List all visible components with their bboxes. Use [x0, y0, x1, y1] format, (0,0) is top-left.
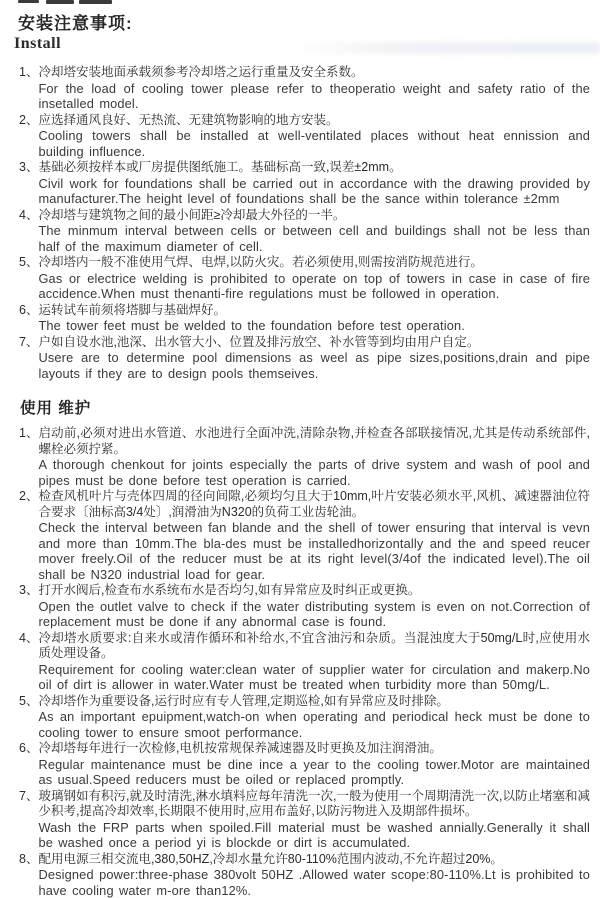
item-number: 3、: [14, 583, 38, 630]
item-text-en: Regular maintenance must be dine ince a year to the cooling tower.Motor are maintained as usual.Speed reducers must be oiled or replaced promptly.: [38, 757, 590, 788]
maintenance-section-title: 使用 维护: [20, 396, 590, 418]
item-text-en: Civil work for foundations shall be carried out in accordance with the drawing provided by manufacturer.The height level of foundations shall be the sance within tolerance ±2mm: [38, 176, 590, 207]
item-text-zh: 运转试车前须将塔脚与基础焊好。: [38, 303, 590, 319]
item-text-zh: 玻璃钢如有积污,就及时清洗,淋水填料应每年清洗一次,一般为使用一个周期清洗一次,以防止堵塞和减少积考,提高冷却效率,长期限不使用时,应用布盖好,以防污物进入及期部件损坏。: [38, 789, 590, 820]
item-text-zh: 冷却塔水质要求:自来水或清作循环和补给水,不宜含油污和杂质。当混浊度大于50mg/L时,应使用水质处理设备。: [38, 631, 590, 662]
item-text-en: Usere are to determine pool dimensions as weel as pipe sizes,positions,drain and pipe layouts if they are to design pools themseives.: [38, 350, 590, 381]
cropped-text-artifact: [46, 0, 74, 4]
item-number: 5、: [14, 255, 38, 302]
item-text-en: Designed power:three-phase 380volt 50HZ .Allowed water scope:80-110%.Lt is prohibited to have cooling water m-ore than12%.: [38, 867, 590, 898]
item-text-zh: 冷却塔作为重要设备,运行时应有专人管理,定期巡检,如有异常应及时排除。: [38, 694, 590, 710]
install-item-2: [14, 113, 590, 160]
item-number: 3、: [14, 160, 38, 207]
cropped-text-artifact: [18, 0, 39, 3]
item-text-zh: 户如自设水池,池深、出水管大小、位置及排污放空、补水管等到均由用户自定。: [38, 335, 590, 351]
item-number: 6、: [14, 303, 38, 334]
item-text-en: Requirement for cooling water:clean water of supplier water for circulation and makerp.No oil of dirt is allower in water.Water must be treated when turbidity more than 50mg/L.: [38, 662, 590, 693]
item-text-zh: 冷却塔与建筑物之间的最小间距≥冷却最大外径的一半。: [38, 208, 590, 224]
cropped-text-artifact: [79, 0, 112, 4]
install-item-1: [14, 65, 590, 112]
item-number: 7、: [14, 789, 38, 851]
install-section-title-zh: 安装注意事项:: [18, 9, 590, 34]
item-text-zh: 冷却塔安装地面承载须参考冷却塔之运行重量及安全系数。: [38, 65, 590, 81]
maintenance-notes-list: [14, 426, 590, 898]
item-number: 6、: [14, 741, 38, 788]
install-item-7: [14, 335, 590, 382]
item-text-en: As an important epuipment,watch-on when operating and periodical heck must be done to cooling tower to ensure smoot performance.: [38, 709, 590, 740]
item-number: 4、: [14, 631, 38, 693]
item-text-en: Wash the FRP parts when spoiled.Fill material must be washed annially.Generally it shall be washed once a period yi is blockde or dirt is accumulated.: [38, 820, 590, 851]
install-item-6: [14, 303, 590, 334]
item-number: 8、: [14, 852, 38, 898]
item-text-en: For the load of cooling tower please refer to theoperatio weight and safety ratio of the insetalled model.: [38, 81, 590, 112]
item-number: 1、: [14, 426, 38, 488]
install-item-3: [14, 160, 590, 207]
item-number: 2、: [14, 113, 38, 160]
item-text-zh: 配用电源三相交流电,380,50HZ,冷却水量允许80-110%范围内波动,不允许超过20%。: [38, 852, 590, 868]
install-item-5: [14, 255, 590, 302]
item-text-zh: 打开水阀后,检查布水系统布水是否均匀,如有异常应及时纠正或更换。: [38, 583, 590, 599]
item-text-en: A thorough chenkout for joints especially the parts of drive system and wash of pool and pipes must be done before test operation is carried.: [38, 457, 590, 488]
maintenance-item-5: [14, 694, 590, 741]
install-section-title-en: Install: [14, 35, 590, 53]
install-item-4: [14, 208, 590, 255]
item-text-zh: 冷却塔内一般不准使用气焊、电焊,以防火灾。若必须使用,则需按消防规范进行。: [38, 255, 590, 271]
maintenance-item-6: [14, 741, 590, 788]
maintenance-item-7: [14, 789, 590, 851]
maintenance-item-4: [14, 631, 590, 693]
item-text-en: Open the outlet valve to check if the water distributing system is even on not.Correction of replacement must be done if any abnormal case is found.: [38, 599, 590, 630]
item-text-en: Check the interval between fan blande and the shell of tower ensuring that interval is vevn and more than 10mm.The bla-des must be installedhorizontally and the and speed reucer mover freely.Oil of the reducer must be at its right level(3/4of the indicated level).The oil shall be N320 industrial load for gear.: [38, 520, 590, 582]
item-text-zh: 基础必须按样本或厂房提供图纸施工。基础标高一致,误差±2mm。: [38, 160, 590, 176]
item-number: 4、: [14, 208, 38, 255]
item-number: 1、: [14, 65, 38, 112]
maintenance-item-8: [14, 852, 590, 898]
item-text-zh: 检查风机叶片与壳体四周的径向间隙,必须均匀且大于10mm,叶片安装必须水平,风机、减速器油位符合要求〔油标高3/4处〕,润滑油为N320的负荷工业齿轮油。: [38, 489, 590, 520]
item-text-en: The minmum interval between cells or between cell and buildings shall not be less than half of the maximum diameter of cell.: [38, 223, 590, 254]
item-text-zh: 应选择通风良好、无热流、无建筑物影响的地方安装。: [38, 113, 590, 129]
maintenance-item-3: [14, 583, 590, 630]
item-number: 7、: [14, 335, 38, 382]
install-notes-list: [14, 65, 590, 381]
maintenance-item-1: [14, 426, 590, 488]
item-number: 5、: [14, 694, 38, 741]
maintenance-item-2: [14, 489, 590, 582]
item-text-en: Cooling towers shall be installed at well-ventilated places without heat ennission and building influence.: [38, 128, 590, 159]
item-number: 2、: [14, 489, 38, 582]
item-text-zh: 启动前,必须对进出水管道、水池进行全面冲洗,清除杂物,并检查各部联接情况,尤其是传动系统部件,螺栓必须拧紧。: [38, 426, 590, 457]
item-text-en: Gas or electrice welding is prohibited to operate on top of towers in case in case of fire accidence.When must thenanti-fire regulations must be followed in operation.: [38, 271, 590, 302]
item-text-zh: 冷却塔每年进行一次检修,电机按常规保养减速器及时更换及加注润滑油。: [38, 741, 590, 757]
item-text-en: The tower feet must be welded to the foundation before test operation.: [38, 318, 590, 334]
